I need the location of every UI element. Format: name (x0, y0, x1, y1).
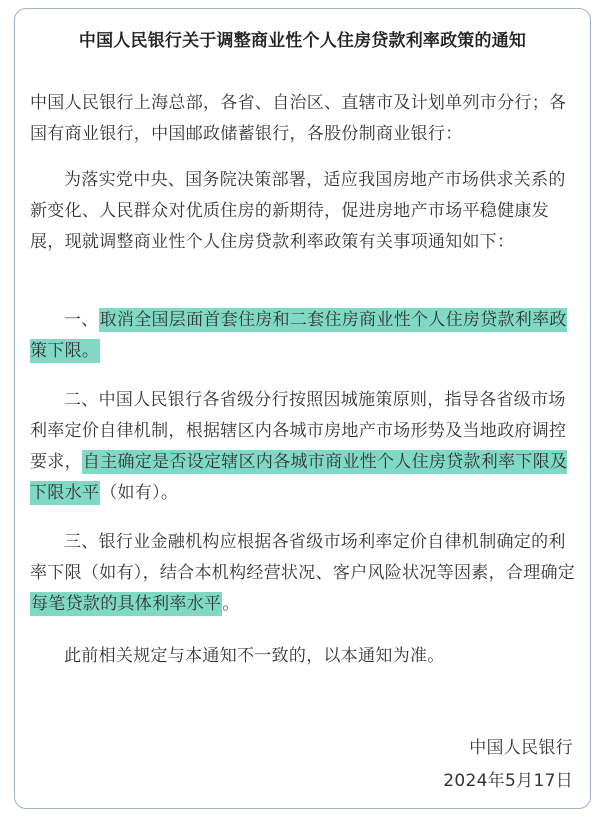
item-three-prefix: 三、银行业金融机构应根据各省级市场利率定价自律机制确定的利率下限（如有），结合本机构经营状况、客户风险状况等因素，合理确定 (30, 532, 576, 583)
document-title: 中国人民银行关于调整商业性个人住房贷款利率政策的通知 (78, 31, 527, 51)
item-three-suffix: 。 (222, 594, 240, 614)
item-two-suffix: （如有）。 (100, 483, 179, 503)
issue-date: 2024年5月17日 (443, 771, 573, 791)
closing-paragraph: 此前相关规定与本通知不一致的，以本通知为准。 (64, 646, 445, 666)
addressee-paragraph: 中国人民银行上海总部，各省、自治区、直辖市及计划单列市分行；各国有商业银行，中国邮政储蓄银行，各股份制商业银行： (30, 93, 567, 144)
item-one-highlight: 取消全国层面首套住房和二套住房商业性个人住房贷款利率政策下限。 (30, 310, 567, 361)
item-one-paragraph (30, 305, 578, 367)
item-two-paragraph (30, 385, 578, 509)
item-two-highlight: 自主确定是否设定辖区内各城市商业性个人住房贷款利率下限及下限水平 (30, 452, 568, 503)
item-three-paragraph (30, 527, 578, 620)
intro-paragraph: 为落实党中央、国务院决策部署，适应我国房地产市场供求关系的新变化、人民群众对优质住房的新期待，促进房地产市场平稳健康发展，现就调整商业性个人住房贷款利率政策有关事项通知如下： (30, 170, 566, 252)
item-one-prefix: 一、 (64, 310, 99, 330)
issuer-name: 中国人民银行 (469, 738, 573, 758)
item-three-highlight: 每笔贷款的具体利率水平 (31, 594, 222, 614)
item-two-prefix: 二、中国人民银行各省级分行按照因城施策原则，指导各省级市场利率定价自律机制，根据辖区内各城市房地产市场形势及当地政府调控要求， (30, 390, 567, 472)
